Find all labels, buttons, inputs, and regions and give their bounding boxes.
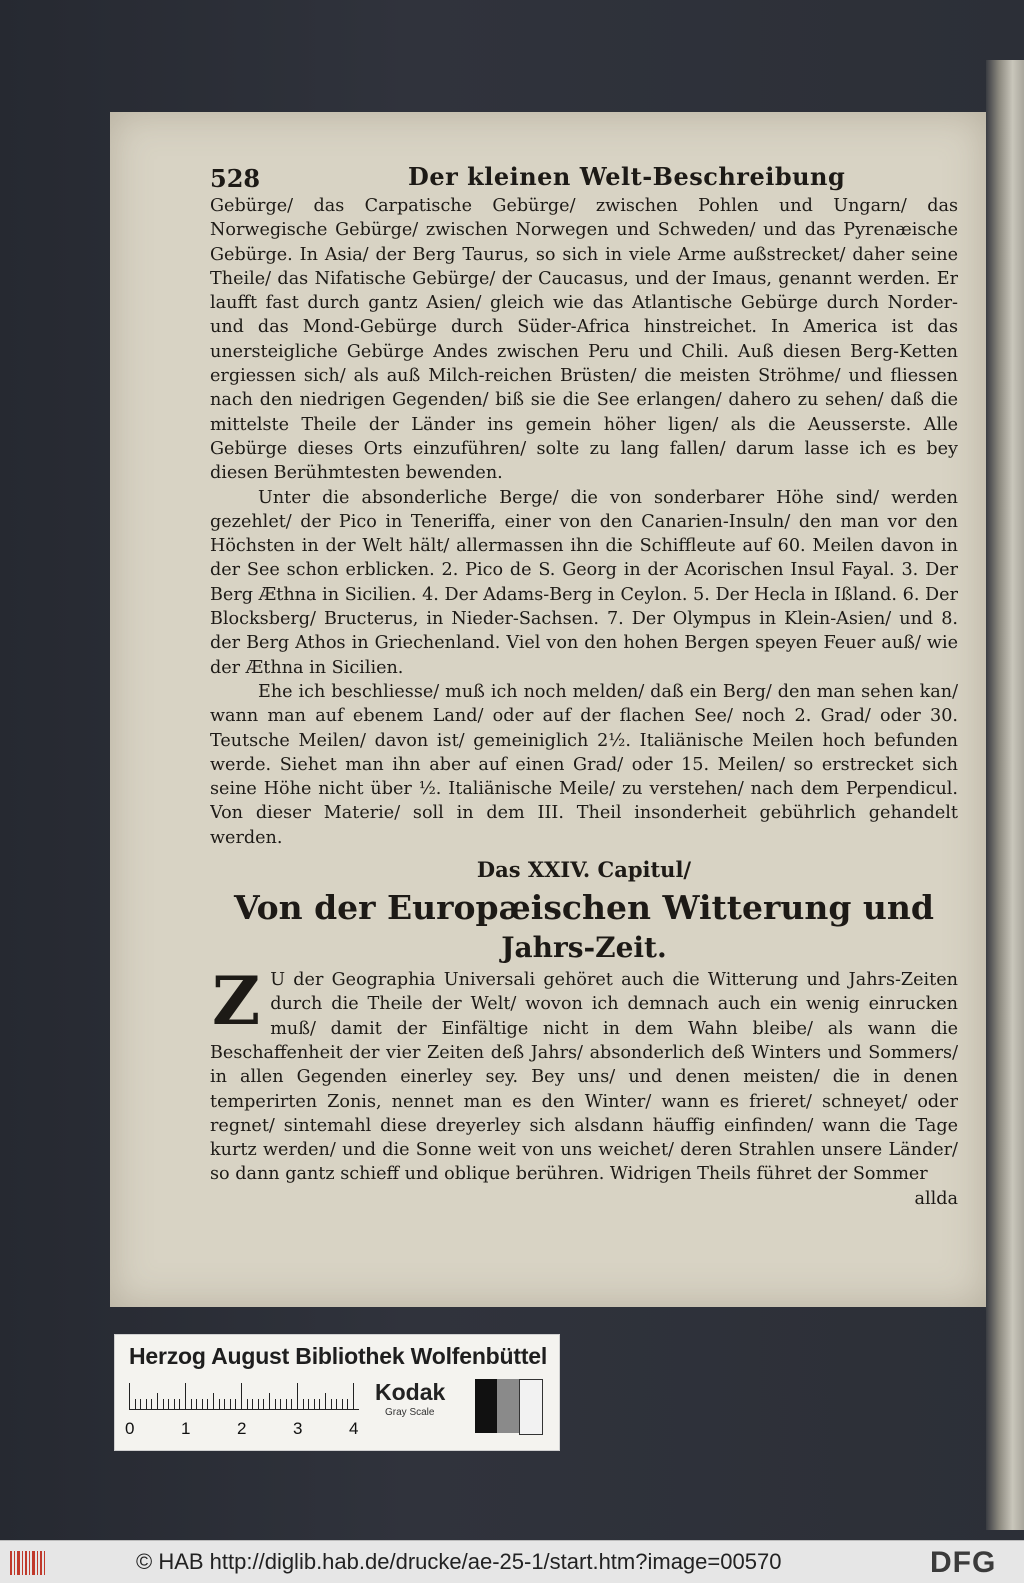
ruler-number: 1	[181, 1419, 191, 1438]
ruler-number: 4	[349, 1419, 359, 1438]
running-head	[210, 160, 958, 194]
ruler-numbers	[125, 1419, 369, 1441]
gray-scale-swatch	[475, 1379, 497, 1433]
drop-cap: Z	[212, 962, 261, 1041]
chapter-paragraph	[210, 962, 958, 1187]
gray-scale-caption: Gray Scale	[385, 1407, 435, 1418]
dfg-logo: DFG	[930, 1546, 997, 1579]
chapter-title: Von der Europæischen Witterung und	[234, 888, 934, 928]
footer-bar	[0, 1540, 1024, 1583]
chapter-paragraph-text: U der Geographia Universali gehöret auch die Witterung und Jahrs-Zeiten durch die Theile der Welt/ wovon ich demnach auch ein wenig einrucken muß/ damit der Einfältige nicht in dem Wahn bleibe/ als wann die Beschaffenheit der vier Zeiten deß Jahrs/ absonderlich deß Winters und Sommers/ in allen Gegenden einerley sey. Bey uns/ und denen meisten/ die in denen temperirten Zonis, nennet man es den Winter/ wann es frieret/ schneyet/ oder regnet/ sintemahl diese dreyerley sich alsdann häuffig einfinden/ wann die Tage kurtz werden/ und die Sonne weit von uns weichet/ deren Strahlen unsere Länder/ so dann gantz schieff und oblique berühren. Widrigen Theils führet der Sommer	[210, 970, 958, 1185]
book-edge	[986, 60, 1024, 1530]
paragraph-high-mountains: Unter die absonderliche Berge/ die von sonderbarer Höhe sind/ werden gezehlet/ der Pico in Teneriffa, einer von den Canarien-Insuln/ den man vor den Höchsten in der Welt hält/ allermassen ihn die Schiffleute auf 60. Meilen davon in der See schon erblicken. 2. Pico de S. Georg in der Acorischen Insul Fayal. 3. Der Berg Æthna in Sicilien. 4. Der Adams-Berg in Ceylon. 5. Der Hecla in Ißland. 6. Der Blocksberg/ Bructerus, in Nieder-Sachsen. 7. Der Olympus in Klein-Asien/ und 8. der Berg Athos in Griechenland. Viel von den hohen Bergen speyen Feuer auß/ wie der Æthna in Sicilien.	[210, 487, 958, 678]
scale-ruler	[129, 1383, 359, 1410]
source-credit: © HAB http://diglib.hab.de/drucke/ae-25-1/start.htm?image=00570	[136, 1549, 782, 1574]
ruler-number: 3	[293, 1419, 303, 1438]
ruler-number: 2	[237, 1419, 247, 1438]
barcode-icon	[10, 1551, 46, 1575]
catchword: allda	[914, 1188, 958, 1209]
page-text-block	[210, 160, 958, 1280]
book-page	[110, 112, 986, 1307]
gray-scale-swatch	[497, 1379, 519, 1433]
page-number: 528	[210, 164, 261, 193]
paragraph-mountains: Gebürge/ das Carpatische Gebürge/ zwischen Pohlen und Ungarn/ das Norwegische Gebürge/ zwischen Norwegen und Schweden/ und das Pyrenæische Gebürge. In Asia/ der Berg Taurus, so sich in viele Arme außstrecket/ daher seine Theile/ das Nifatische Gebürge/ der Caucasus, und der Imaus, genannt werden. Er laufft fast durch gantz Asien/ gleich wie das Atlantische Gebürge durch Norder- und das Mond-Gebürge durch Süder-Africa hinstreichet. In America ist das unersteigliche Gebürge Andes zwischen Peru und Chili. Auß diesen Berg-Ketten ergiessen sich/ als auß Milch-reichen Brüsten/ die meisten Ströhme/ und fliessen nach den niedrigen Gegenden/ biß sie die See erlangen/ dahero zu sehen/ daß die mittelste Theile der Länder ins gemein höher ligen/ als die Aeusserste. Alle Gebürge dieses Orts einzuführen/ solte zu lang fallen/ darum lasse ich es bey diesen Berühmtesten bewenden.	[210, 196, 958, 484]
gray-scale-swatch	[519, 1379, 543, 1435]
kodak-logo: Kodak	[375, 1379, 446, 1405]
library-name: Herzog August Bibliothek Wolfenbüttel	[129, 1343, 548, 1369]
library-color-label	[114, 1334, 560, 1451]
ruler-number: 0	[125, 1419, 135, 1438]
chapter-number: Das XXIV. Capitul/	[476, 857, 692, 883]
paragraph-mountain-height: Ehe ich beschliesse/ muß ich noch melden/ daß ein Berg/ den man sehen kan/ wann man auf ebenem Land/ oder auf der flachen See/ noch 2. Grad/ oder 30. Teutsche Meilen/ davon ist/ gemeiniglich 2½. Italiänische Meilen hoch befunden werde. Siehet man ihn aber auf einen Grad/ oder 15. Meilen/ so erstrecket sich seine Höhe nicht über ½. Italiänische Meile/ zu verstehen/ nach dem Perpendicul. Von dieser Materie/ soll in dem III. Theil insonderheit gebührlich gehandelt werden.	[210, 681, 958, 848]
chapter-title-continued: Jahrs-Zeit.	[501, 931, 667, 965]
running-head-title: Der kleinen Welt-Beschreibung	[408, 162, 846, 191]
